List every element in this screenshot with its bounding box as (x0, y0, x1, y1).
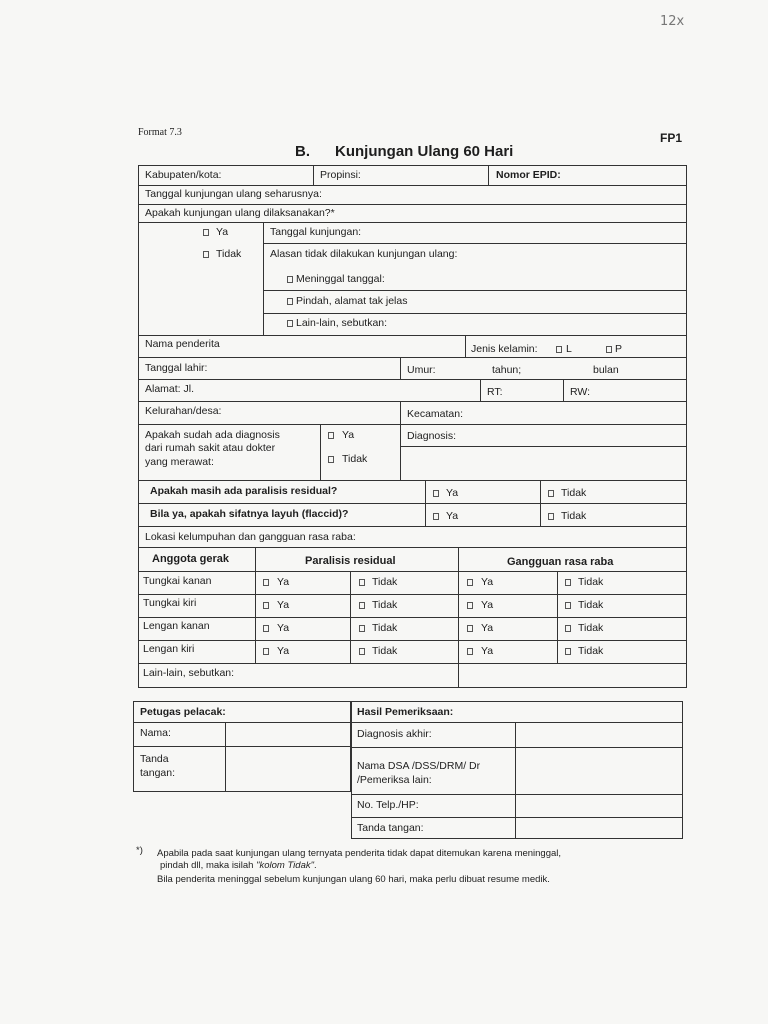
limb-row-label-1: Tungkai kanan (143, 575, 212, 587)
diagnosis-tidak-checkbox[interactable] (328, 456, 334, 463)
paralisis-tidak-label: Tidak (561, 487, 587, 499)
limb4-raba-tidak-label: Tidak (578, 645, 604, 657)
limb3-raba-ya-checkbox[interactable] (467, 625, 473, 632)
handwritten-corner-note: 12x (660, 14, 685, 29)
tanggal-kunjungan-label: Tanggal kunjungan: (270, 226, 362, 238)
limb3-paralisis-tidak-checkbox[interactable] (359, 625, 365, 632)
limb-row-label-4: Lengan kiri (143, 643, 195, 655)
limb-lain-label: Lain-lain, sebutkan: (143, 667, 235, 679)
diagnosis-tidak-label: Tidak (342, 453, 368, 465)
jenis-kelamin-label: Jenis kelamin: (471, 343, 538, 355)
footnote-line2 (160, 860, 317, 872)
limb3-paralisis-ya-checkbox[interactable] (263, 625, 269, 632)
rw-label: RW: (570, 386, 591, 398)
tidak-checkbox[interactable] (203, 251, 209, 258)
gangguan-rasa-raba-header: Gangguan rasa raba (507, 556, 614, 568)
nama-dsa-line2: /Pemeriksa lain: (357, 774, 432, 786)
format-label: Format 7.3 (138, 127, 182, 138)
lain-checkbox[interactable] (287, 320, 293, 327)
limb4-raba-tidak-checkbox[interactable] (565, 648, 571, 655)
rt-label: RT: (487, 386, 503, 398)
limb4-paralisis-ya-label: Ya (277, 645, 290, 657)
p-label: P (615, 343, 623, 355)
nomor-epid-label: Nomor EPID: (496, 169, 561, 181)
form-code: FP1 (660, 131, 683, 145)
footnote-line2-c: . (313, 860, 317, 871)
limb2-raba-ya-label: Ya (481, 599, 494, 611)
footnote-line2-a: pindah dll, maka isilah (160, 860, 257, 871)
pindah-checkbox[interactable] (287, 298, 293, 305)
limb3-raba-tidak-checkbox[interactable] (565, 625, 571, 632)
diagnosis-question-line1: Apakah sudah ada diagnosis (145, 429, 280, 441)
nama-penderita-label: Nama penderita (145, 338, 220, 350)
limb2-paralisis-tidak-label: Tidak (372, 599, 398, 611)
form-title (295, 143, 513, 160)
limb2-raba-tidak-checkbox[interactable] (565, 602, 571, 609)
meninggal-label: Meninggal tanggal: (296, 273, 385, 285)
lokasi-label: Lokasi kelumpuhan dan gangguan rasa raba: (145, 531, 356, 543)
footnote-line2-emphasis: "kolom Tidak" (256, 860, 314, 871)
p-checkbox[interactable] (606, 346, 612, 353)
paralisis-question: Apakah masih ada paralisis residual? (150, 485, 338, 497)
limb3-paralisis-tidak-label: Tidak (372, 622, 398, 634)
apakah-dilaksanakan-label: Apakah kunjungan ulang dilaksanakan?* (145, 207, 335, 219)
title-text: Kunjungan Ulang 60 Hari (335, 143, 514, 160)
tanggal-lahir-label: Tanggal lahir: (145, 362, 208, 374)
limb2-paralisis-tidak-checkbox[interactable] (359, 602, 365, 609)
limb3-paralisis-ya-label: Ya (277, 622, 290, 634)
limb1-raba-ya-checkbox[interactable] (467, 579, 473, 586)
limb2-paralisis-ya-label: Ya (277, 599, 290, 611)
paralisis-ya-checkbox[interactable] (433, 490, 439, 497)
section-letter: B. (295, 143, 310, 160)
bulan-label: bulan (593, 364, 619, 376)
limb1-paralisis-ya-checkbox[interactable] (263, 579, 269, 586)
layuh-tidak-label: Tidak (561, 510, 587, 522)
ya-label: Ya (216, 226, 229, 238)
diagnosis-question-line2: dari rumah sakit atau dokter (145, 442, 276, 454)
limb2-paralisis-ya-checkbox[interactable] (263, 602, 269, 609)
limb3-raba-ya-label: Ya (481, 622, 494, 634)
limb-row-label-3: Lengan kanan (143, 620, 210, 632)
alasan-label: Alasan tidak dilakukan kunjungan ulang: (270, 248, 458, 260)
limb1-paralisis-tidak-label: Tidak (372, 576, 398, 588)
limb1-raba-tidak-label: Tidak (578, 576, 604, 588)
kecamatan-label: Kecamatan: (407, 408, 464, 420)
limb4-paralisis-tidak-checkbox[interactable] (359, 648, 365, 655)
diagnosis-label: Diagnosis: (407, 430, 457, 442)
telp-label: No. Telp./HP: (357, 799, 419, 811)
hasil-pemeriksaan-label: Hasil Pemeriksaan: (357, 706, 454, 718)
limb1-raba-tidak-checkbox[interactable] (565, 579, 571, 586)
footnote-line1: Apabila pada saat kunjungan ulang ternyata penderita tidak dapat ditemukan karena meninggal, (157, 848, 562, 859)
petugas-pelacak-label: Petugas pelacak: (140, 706, 226, 718)
pindah-label: Pindah, alamat tak jelas (296, 295, 408, 307)
l-label: L (566, 343, 572, 355)
ya-checkbox[interactable] (203, 229, 209, 236)
limb4-raba-ya-checkbox[interactable] (467, 648, 473, 655)
kabupaten-label: Kabupaten/kota: (145, 169, 222, 181)
lain-sebutkan-label: Lain-lain, sebutkan: (296, 317, 388, 329)
limb2-raba-ya-checkbox[interactable] (467, 602, 473, 609)
diagnosis-ya-checkbox[interactable] (328, 432, 334, 439)
diagnosis-ya-label: Ya (342, 429, 355, 441)
limb1-paralisis-tidak-checkbox[interactable] (359, 579, 365, 586)
propinsi-label: Propinsi: (320, 169, 361, 181)
kelurahan-label: Kelurahan/desa: (145, 405, 222, 417)
diagnosis-question-line3: yang merawat: (145, 456, 214, 468)
petugas-tanda-line2: tangan: (140, 767, 176, 779)
paralisis-ya-label: Ya (446, 487, 459, 499)
tahun-label: tahun; (492, 364, 522, 376)
alamat-label: Alamat: Jl. (145, 383, 195, 395)
nama-dsa-line1: Nama DSA /DSS/DRM/ Dr (357, 760, 481, 772)
footnote-mark: *) (136, 845, 143, 856)
anggota-gerak-header: Anggota gerak (152, 553, 230, 565)
tanda-tangan-label: Tanda tangan: (357, 822, 424, 834)
umur-label: Umur: (407, 364, 436, 376)
limb-row-label-2: Tungkai kiri (143, 597, 197, 609)
limb2-raba-tidak-label: Tidak (578, 599, 604, 611)
diagnosis-akhir-label: Diagnosis akhir: (357, 728, 432, 740)
layuh-question: Bila ya, apakah sifatnya layuh (flaccid)? (150, 508, 349, 520)
limb4-paralisis-tidak-label: Tidak (372, 645, 398, 657)
layuh-tidak-checkbox[interactable] (548, 513, 554, 520)
petugas-nama-label: Nama: (140, 727, 171, 739)
meninggal-checkbox[interactable] (287, 276, 293, 283)
layuh-ya-checkbox[interactable] (433, 513, 439, 520)
limb3-raba-tidak-label: Tidak (578, 622, 604, 634)
limb4-paralisis-ya-checkbox[interactable] (263, 648, 269, 655)
limb1-paralisis-ya-label: Ya (277, 576, 290, 588)
layuh-ya-label: Ya (446, 510, 459, 522)
l-checkbox[interactable] (556, 346, 562, 353)
footnote-line3: Bila penderita meninggal sebelum kunjungan ulang 60 hari, maka perlu dibuat resume medik. (157, 874, 550, 885)
limb1-raba-ya-label: Ya (481, 576, 494, 588)
petugas-tanda-line1: Tanda (140, 753, 169, 765)
paralisis-tidak-checkbox[interactable] (548, 490, 554, 497)
tidak-label: Tidak (216, 248, 242, 260)
limb4-raba-ya-label: Ya (481, 645, 494, 657)
tanggal-seharusnya-label: Tanggal kunjungan ulang seharusnya: (145, 188, 322, 200)
paralisis-residual-header: Paralisis residual (305, 555, 396, 567)
